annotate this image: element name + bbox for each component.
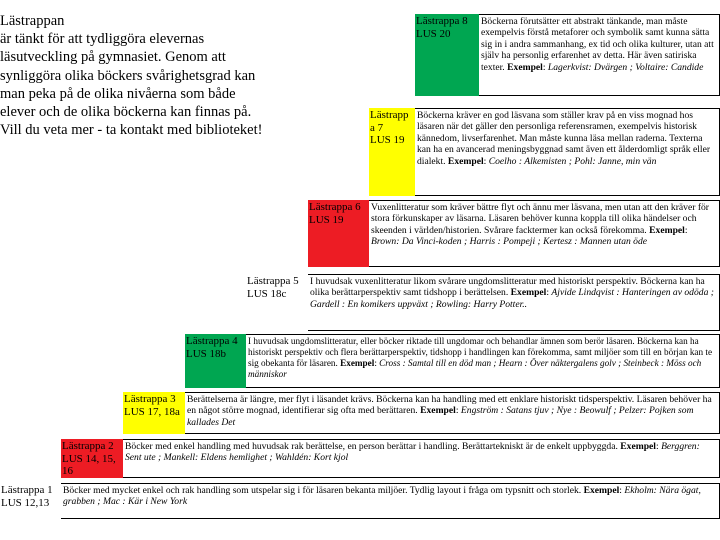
step-5-description: I huvudsak vuxenlitteratur likom svårare ungdomslitteratur med historiskt perspektiv. Böckerna kan ha olika berättarperspektiv samt tidshopp i berättelsen. Exempel: Ajvide Lindqvist : Hanteringen av odöda ; Gardell : En komikers uppväxt ; Rowling: Harry Potter..	[308, 274, 720, 331]
step-7	[369, 108, 720, 196]
intro-title: Lästrappan	[0, 13, 65, 29]
step-6	[308, 200, 720, 267]
step-4-label: Lästrappa 4 LUS 18b	[185, 334, 246, 388]
step-6-label: Lästrappa 6 LUS 19	[308, 200, 369, 267]
step-7-description: Böckerna kräver en god läsvana som ställer krav på en viss mognad hos läsaren när det gäller den personliga referensramen, exempelvis historisk kännedom, livserfarenhet. Man måste kunna läsa mellan raderna. Texterna kan ha en avancerad meningsbyggnad samt även ett ålderdomligt språk eller dialekt. Exempel: Coelho : Alkemisten ; Pohl: Janne, min vän	[415, 108, 720, 196]
step-7-label: Lästrapp a 7 LUS 19	[369, 108, 415, 196]
step-2	[61, 439, 720, 478]
step-8-label: Lästrappa 8 LUS 20	[415, 14, 479, 96]
step-2-description: Böcker med enkel handling med huvudsak rak berättelse, en person berättar i handling. Berättartekniskt är de enkelt uppbyggda. Exempel: Berggren: Sent ute ; Mankell: Eldens hemlighet ; Wahldén: Kort kjol	[123, 439, 720, 478]
intro-block	[0, 12, 270, 139]
step-8-description: Böckerna förutsätter ett abstrakt tänkande, man måste exempelvis förstå metaforer och symbolik samt kunna sätta sig in i andra sammanhang, ex tid och olika kulturer, utan att själv ha personlig erfarenhet av detta. Här även satiriska texter. Exempel: Lagerkvist: Dvärgen ; Voltaire: Candide	[479, 14, 720, 96]
step-8	[415, 14, 720, 96]
step-6-description: Vuxenlitteratur som kräver bättre flyt och ännu mer läsvana, men utan att den kräver för stora förkunskaper av läsarna. Läsaren behöver kunna koppla till olika händelser och skeenden i världen/historien. Svårare facktermer kan också förekomma. Exempel: Brown: Da Vinci-koden ; Harris : Pompeji ; Kertesz : Mannen utan öde	[369, 200, 720, 267]
step-3-label: Lästrappa 3 LUS 17, 18a	[123, 392, 185, 434]
step-4	[185, 334, 720, 388]
step-2-label: Lästrappa 2 LUS 14, 15, 16	[61, 439, 123, 478]
step-5	[246, 274, 720, 331]
step-1	[0, 483, 720, 519]
step-5-label: Lästrappa 5 LUS 18c	[246, 274, 308, 331]
step-4-description: I huvudsak ungdomslitteratur, eller böcker riktade till ungdomar och behandlar ämnen som berör läsaren. Böckerna kan ha historiskt perspektiv och flera berättarperspektiv, tidshopp i handlingen kan förekomma, samt miljöer som till en början kan te sig obekanta för läsaren. Exempel: Cross : Samtal till en död man ; Hearn : Över näktergalens golv ; Steinbeck : Möss och människor	[246, 334, 720, 388]
step-3	[123, 392, 720, 434]
intro-text: är tänkt för att tydliggöra elevernas läsutveckling på gymnasiet. Genom att synliggöra olika böckers svårighetsgrad kan man peka på de olika nivåerna som både elever och de olika böckerna kan finnas på. Vill du veta mer - ta kontakt med biblioteket!	[0, 31, 263, 139]
step-3-description: Berättelserna är längre, mer flyt i läsandet krävs. Böckerna kan ha handling med ett enklare historiskt tidsperspektiv. Läsaren behöver ha en något större mognad, identifierar sig ofta med berättaren. Exempel: Engström : Satans tjuv ; Nye : Beowulf ; Pelzer: Pojken som kallades Det	[185, 392, 720, 434]
step-1-label: Lästrappa 1 LUS 12,13	[0, 483, 61, 519]
step-1-description: Böcker med mycket enkel och rak handling som utspelar sig i för läsaren bekanta miljöer. Tydlig layout i fråga om typsnitt och storlek. Exempel: Ekholm: Nära ögat, grabben ; Mac : Kär i New York	[61, 483, 720, 519]
